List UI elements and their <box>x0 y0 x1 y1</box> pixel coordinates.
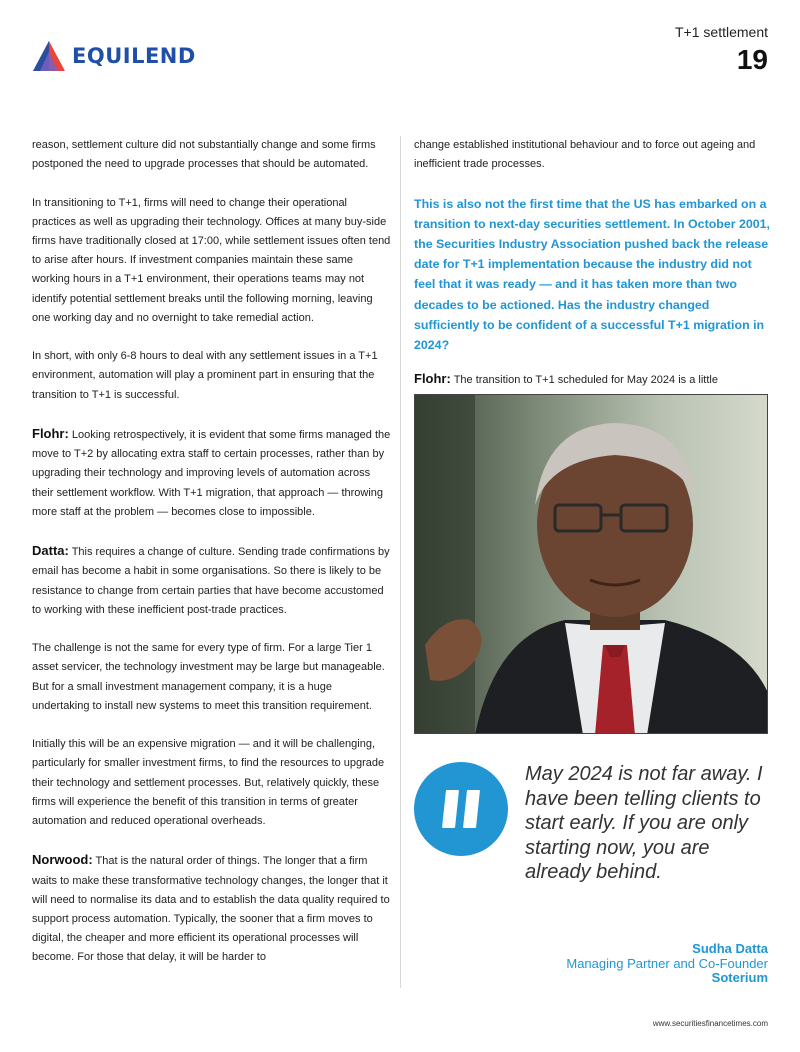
speaker-name: Flohr: <box>414 371 451 387</box>
paragraph-text: reason, settlement culture did not substantially change and some firms postponed the need to upgrade processes that should be automated. <box>32 139 376 171</box>
section-label: T+1 settlement <box>675 24 768 40</box>
attribution-title: Managing Partner and Co-Founder <box>566 955 768 971</box>
right-column <box>414 136 770 410</box>
paragraph-text: This requires a change of culture. Sending trade confirmations by email has become a habit in some organisations. So there is likely to be resistance to change from certain parties that have become accustomed to working with these inefficient post-trade practices. <box>32 546 390 616</box>
paragraph <box>414 136 770 174</box>
paragraph <box>32 735 392 831</box>
attribution-name: Sudha Datta <box>692 941 768 956</box>
paragraph-text: In short, with only 6-8 hours to deal with any settlement issues in a T+1 environment, automation will play a prominent part in ensuring that the transition to T+1 is successful. <box>32 350 378 401</box>
paragraph-text: Looking retrospectively, it is evident that some firms managed the move to T+2 by allocating extra staff to certain processes, rather than by upgrading their technology and improving levels of automation across their settlement workflow. With T+1 migration, that approach — throwing more staff at the problem — becomes close to impossible. <box>32 429 391 518</box>
page-number: 19 <box>736 44 768 75</box>
paragraph <box>414 369 770 390</box>
speaker-name: Datta: <box>32 543 69 559</box>
paragraph <box>32 424 392 522</box>
left-column <box>32 136 392 987</box>
paragraph <box>32 639 392 716</box>
column-divider <box>400 136 401 988</box>
quote-attribution <box>566 942 768 986</box>
paragraph-text: change established institutional behaviour and to force out ageing and inefficient trade processes. <box>414 139 756 171</box>
speaker-name: Norwood: <box>32 852 93 868</box>
paragraph <box>32 850 392 967</box>
pull-quote-text: May 2024 is not far away. I have been telling clients to start early. If you are only starting now, you are already behind. <box>525 763 763 883</box>
paragraph-text: Initially this will be an expensive migration — and it will be challenging, particularly for smaller investment firms, to find the resources to upgrade their technology and settlement processes. But, relatively quickly, these firms will experience the benefit of this transition in terms of greater automation and reduced operational overheads. <box>32 738 385 828</box>
attribution-company: Soterium <box>711 970 768 985</box>
quote-mark-icon <box>414 762 508 856</box>
speaker-name: Flohr: <box>32 426 69 441</box>
paragraph-text: That is the natural order of things. The longer that a firm waits to make these transformative technology changes, the longer that it will need to normalise its data and to establish the data quality required to support process automation. Typically, the sooner that a firm moves to digital, the cheaper and more efficient its operational processes will become. For those that delay, it will be harder to <box>32 855 390 964</box>
equilend-triangle-icon <box>32 40 66 72</box>
brand-name: EQUILEND <box>72 44 196 68</box>
paragraph-text: The transition to T+1 scheduled for May 2024 is a little <box>453 374 718 387</box>
paragraph <box>32 136 392 174</box>
footer-url: www.securitiesfinancetimes.com <box>652 1019 768 1028</box>
paragraph-text: In transitioning to T+1, firms will need to change their operational practices as well as upgrading their technology. Offices at many buy-side firms have traditionally closed at 17:00, while settlement issues often tend to arise after hours. If investment companies maintain these same working hours in a T+1 environment, their operations teams may not identify potential settlement breaks until the following morning, leaving one working day and no overnight to take remedial action. <box>32 196 391 324</box>
portrait-photo <box>414 394 768 734</box>
interview-question: This is also not the first time that the US has embarked on a transition to next-day securities settlement. In October 2001, the Securities Industry Association pushed back the release date for T+1 implementation because the industry did not feel that it was ready — and it has taken more than two decades to be actioned. Has the industry changed sufficiently to be confident of a successful T+1 migration in 2024? <box>414 196 770 353</box>
paragraph <box>32 194 392 328</box>
equilend-logo <box>32 40 196 72</box>
paragraph-text: The challenge is not the same for every type of firm. For a large Tier 1 asset servicer, the technology investment may be large but manageable. But for a small investment management company, it is a huge undertaking to install new systems to meet this transition requirement. <box>32 642 385 712</box>
paragraph <box>32 541 392 620</box>
paragraph <box>32 347 392 405</box>
